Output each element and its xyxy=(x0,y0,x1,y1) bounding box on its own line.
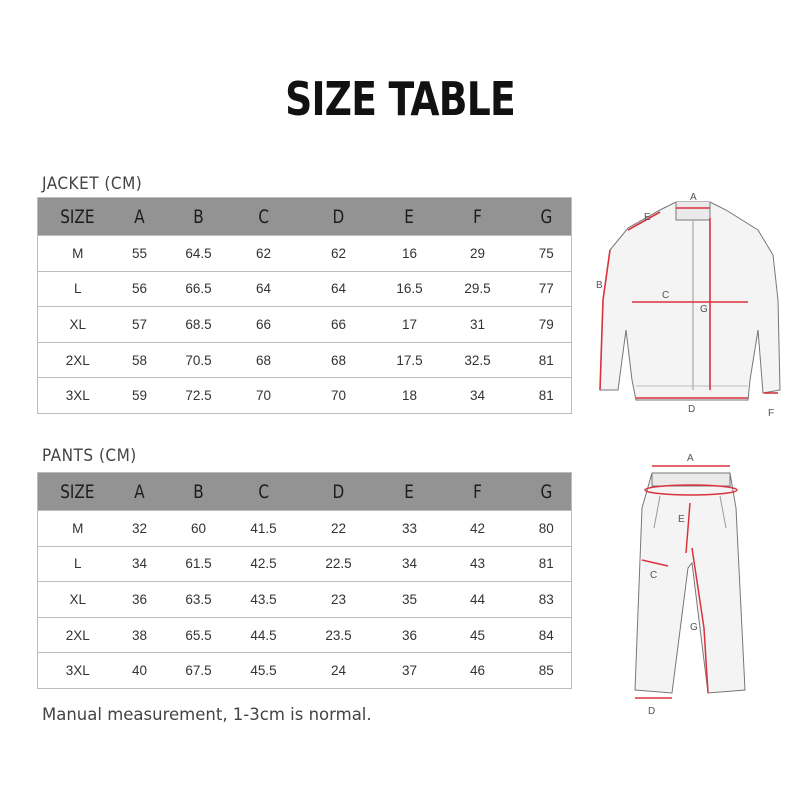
measurement-cell: 59 xyxy=(118,378,162,414)
measurement-cell: 17.5 xyxy=(386,342,434,378)
measurement-cell: 43 xyxy=(434,546,522,582)
measurement-cell: 16 xyxy=(386,236,434,272)
jacket-col-header-label: E xyxy=(404,205,415,228)
measurement-cell: 81 xyxy=(522,342,572,378)
table-row xyxy=(38,546,572,582)
pants-dimension-label-a: A xyxy=(687,453,694,464)
measurement-cell: 32 xyxy=(118,511,162,547)
measurement-cell: 18 xyxy=(386,378,434,414)
measurement-cell: 29.5 xyxy=(434,271,522,307)
jacket-col-header-label: G xyxy=(540,205,553,228)
measurement-cell: 45.5 xyxy=(236,653,292,689)
measurement-cell: 44.5 xyxy=(236,617,292,653)
measurement-cell: 24 xyxy=(292,653,386,689)
pants-col-header-label: D xyxy=(332,480,345,503)
jacket-col-header-label: SIZE xyxy=(60,205,95,228)
pants-header-row xyxy=(38,473,572,511)
measurement-cell: 64.5 xyxy=(162,236,236,272)
measurement-cell: 68.5 xyxy=(162,307,236,343)
measurement-cell: 66 xyxy=(292,307,386,343)
pants-col-header-label: B xyxy=(193,480,204,503)
table-row xyxy=(38,271,572,307)
measurement-cell: 79 xyxy=(522,307,572,343)
pants-col-header-0 xyxy=(38,473,118,511)
size-cell: L xyxy=(38,271,118,307)
measurement-cell: 62 xyxy=(292,236,386,272)
measurement-note: Manual measurement, 1-3cm is normal. xyxy=(42,705,372,724)
jacket-col-header-3 xyxy=(236,198,292,236)
measurement-cell: 84 xyxy=(522,617,572,653)
measurement-cell: 70 xyxy=(292,378,386,414)
measurement-cell: 41.5 xyxy=(236,511,292,547)
pants-col-header-7 xyxy=(522,473,572,511)
table-row xyxy=(38,582,572,618)
pants-dimension-label-d: D xyxy=(648,706,656,717)
pants-diagram xyxy=(630,448,760,723)
measurement-cell: 70.5 xyxy=(162,342,236,378)
measurement-cell: 81 xyxy=(522,378,572,414)
jacket-dimension-label-g: G xyxy=(700,304,708,315)
jacket-body-shape xyxy=(600,202,780,400)
jacket-col-header-7 xyxy=(522,198,572,236)
measurement-cell: 70 xyxy=(236,378,292,414)
measurement-cell: 43.5 xyxy=(236,582,292,618)
measurement-cell: 65.5 xyxy=(162,617,236,653)
measurement-cell: 23 xyxy=(292,582,386,618)
jacket-dimension-label-f: F xyxy=(768,408,775,419)
measurement-cell: 31 xyxy=(434,307,522,343)
size-cell: 2XL xyxy=(38,617,118,653)
pants-col-header-1 xyxy=(118,473,162,511)
pants-col-header-label: SIZE xyxy=(60,480,95,503)
size-cell: M xyxy=(38,511,118,547)
jacket-col-header-label: C xyxy=(258,205,269,228)
measurement-cell: 68 xyxy=(292,342,386,378)
measurement-cell: 75 xyxy=(522,236,572,272)
measurement-cell: 36 xyxy=(118,582,162,618)
measurement-cell: 68 xyxy=(236,342,292,378)
pants-col-header-5 xyxy=(386,473,434,511)
table-row xyxy=(38,378,572,414)
pants-col-header-label: G xyxy=(540,480,553,503)
table-row xyxy=(38,617,572,653)
pants-col-header-label: C xyxy=(258,480,269,503)
jacket-col-header-5 xyxy=(386,198,434,236)
measurement-cell: 36 xyxy=(386,617,434,653)
measurement-cell: 56 xyxy=(118,271,162,307)
measurement-cell: 34 xyxy=(386,546,434,582)
pants-col-header-6 xyxy=(434,473,522,511)
jacket-dimension-label-a: A xyxy=(690,192,697,203)
size-cell: M xyxy=(38,236,118,272)
measurement-cell: 57 xyxy=(118,307,162,343)
size-cell: 3XL xyxy=(38,653,118,689)
measurement-cell: 85 xyxy=(522,653,572,689)
size-cell: XL xyxy=(38,307,118,343)
measurement-cell: 55 xyxy=(118,236,162,272)
measurement-cell: 35 xyxy=(386,582,434,618)
measurement-cell: 58 xyxy=(118,342,162,378)
measurement-cell: 42 xyxy=(434,511,522,547)
measurement-cell: 33 xyxy=(386,511,434,547)
jacket-dimension-label-e: E xyxy=(644,212,651,223)
measurement-cell: 64 xyxy=(236,271,292,307)
size-cell: L xyxy=(38,546,118,582)
measurement-cell: 42.5 xyxy=(236,546,292,582)
pants-col-header-2 xyxy=(162,473,236,511)
pants-size-table xyxy=(37,472,572,689)
jacket-col-header-6 xyxy=(434,198,522,236)
table-row xyxy=(38,236,572,272)
jacket-col-header-0 xyxy=(38,198,118,236)
table-row xyxy=(38,653,572,689)
pants-col-header-label: F xyxy=(473,480,482,503)
jacket-col-header-label: B xyxy=(193,205,204,228)
measurement-cell: 72.5 xyxy=(162,378,236,414)
jacket-diagram xyxy=(588,190,788,425)
pants-dimension-label-g: G xyxy=(690,622,698,633)
size-cell: 3XL xyxy=(38,378,118,414)
table-row xyxy=(38,307,572,343)
jacket-col-header-2 xyxy=(162,198,236,236)
measurement-cell: 66.5 xyxy=(162,271,236,307)
measurement-cell: 22 xyxy=(292,511,386,547)
measurement-cell: 60 xyxy=(162,511,236,547)
measurement-cell: 62 xyxy=(236,236,292,272)
pants-col-header-3 xyxy=(236,473,292,511)
measurement-cell: 29 xyxy=(434,236,522,272)
jacket-col-header-label: D xyxy=(332,205,345,228)
measurement-cell: 23.5 xyxy=(292,617,386,653)
measurement-cell: 61.5 xyxy=(162,546,236,582)
jacket-dimension-label-c: C xyxy=(662,290,670,301)
pants-col-header-label: E xyxy=(404,480,415,503)
measurement-cell: 44 xyxy=(434,582,522,618)
measurement-cell: 34 xyxy=(434,378,522,414)
jacket-dimension-label-b: B xyxy=(596,280,603,291)
measurement-cell: 40 xyxy=(118,653,162,689)
pants-section-label: PANTS (CM) xyxy=(42,446,137,466)
jacket-dimension-label-d: D xyxy=(688,404,696,415)
pants-dimension-label-e: E xyxy=(678,514,685,525)
jacket-body xyxy=(38,236,572,414)
table-row xyxy=(38,511,572,547)
measurement-cell: 37 xyxy=(386,653,434,689)
jacket-col-header-label: F xyxy=(473,205,482,228)
table-row xyxy=(38,342,572,378)
measurement-cell: 38 xyxy=(118,617,162,653)
jacket-size-table xyxy=(37,197,572,414)
measurement-cell: 16.5 xyxy=(386,271,434,307)
measurement-cell: 45 xyxy=(434,617,522,653)
measurement-cell: 46 xyxy=(434,653,522,689)
measurement-cell: 81 xyxy=(522,546,572,582)
size-cell: 2XL xyxy=(38,342,118,378)
pants-body xyxy=(38,511,572,689)
measurement-cell: 22.5 xyxy=(292,546,386,582)
measurement-cell: 77 xyxy=(522,271,572,307)
pants-col-header-label: A xyxy=(134,480,145,503)
measurement-cell: 67.5 xyxy=(162,653,236,689)
jacket-col-header-4 xyxy=(292,198,386,236)
measurement-cell: 80 xyxy=(522,511,572,547)
pants-dimension-label-c: C xyxy=(650,570,658,581)
measurement-cell: 63.5 xyxy=(162,582,236,618)
measurement-cell: 66 xyxy=(236,307,292,343)
pants-col-header-4 xyxy=(292,473,386,511)
jacket-header-row xyxy=(38,198,572,236)
jacket-col-header-label: A xyxy=(134,205,145,228)
measurement-cell: 32.5 xyxy=(434,342,522,378)
measurement-cell: 64 xyxy=(292,271,386,307)
page-title: SIZE TABLE xyxy=(285,72,515,126)
measurement-cell: 17 xyxy=(386,307,434,343)
jacket-section-label: JACKET (CM) xyxy=(42,174,143,194)
jacket-col-header-1 xyxy=(118,198,162,236)
measurement-cell: 34 xyxy=(118,546,162,582)
size-cell: XL xyxy=(38,582,118,618)
measurement-cell: 83 xyxy=(522,582,572,618)
